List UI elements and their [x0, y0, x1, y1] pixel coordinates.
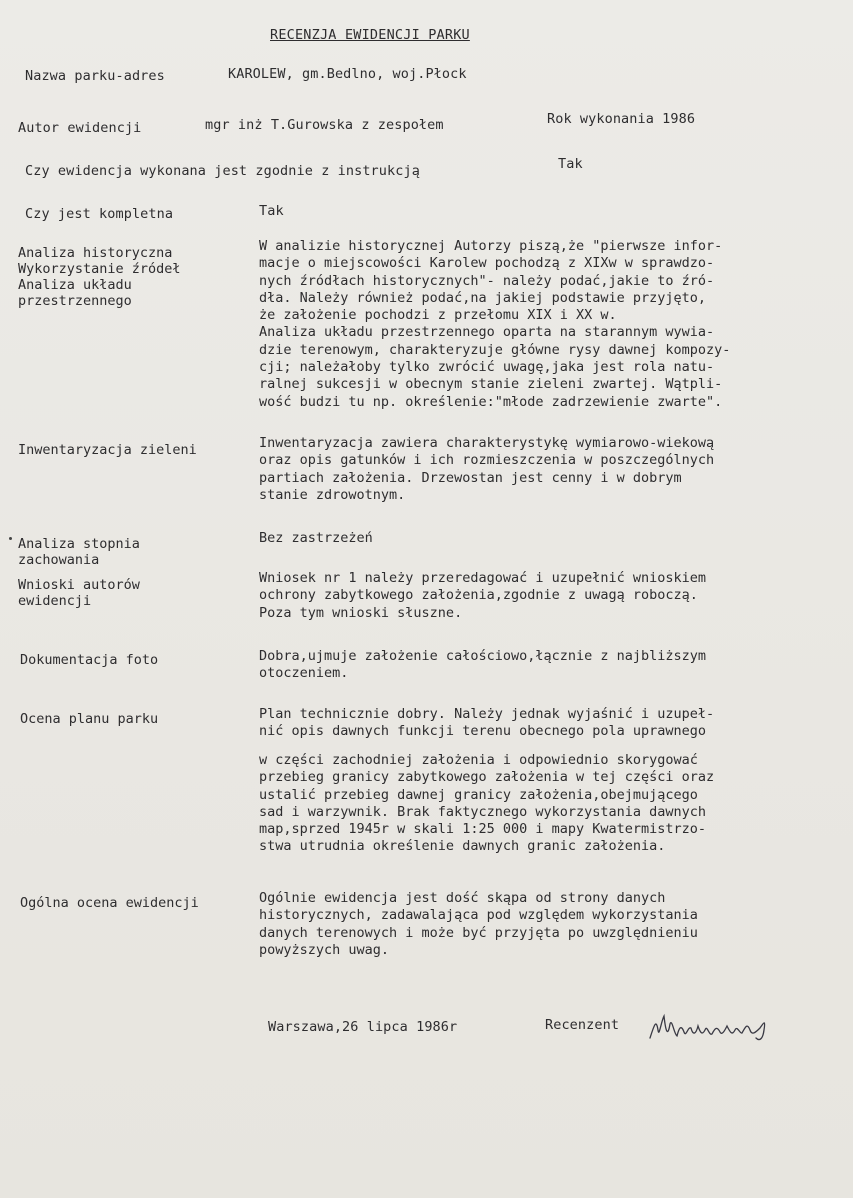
text-line: przebieg granicy zabytkowego założenia w tej części oraz	[259, 769, 715, 786]
text-line: Ogólnie ewidencja jest dość skąpa od strony danych	[259, 890, 666, 906]
green-inventory-label	[18, 442, 248, 458]
label-line: Analiza historyczna	[18, 245, 173, 261]
text-line: Poza tym wnioski słuszne.	[259, 604, 463, 621]
text-line: Analiza układu przestrzennego oparta na starannym wywia-	[259, 324, 715, 341]
preservation-analysis-label	[18, 536, 248, 568]
text-line: sad i warzywnik. Brak faktycznego wykorzystania dawnych	[259, 803, 707, 820]
completeness-value: Tak	[259, 203, 284, 219]
text-line: Wniosek nr 1 należy przeredagować i uzupełnić wnioskiem	[259, 570, 707, 586]
author-conclusions-text	[259, 570, 849, 622]
label-line: przestrzennego	[18, 293, 132, 309]
text-line: cji; należałoby tylko zwrócić uwagę,jaka jest rola natu-	[259, 359, 715, 376]
text-line: ustalić przebieg dawnej granicy założenia,obejmującego	[259, 786, 698, 803]
text-line: map,sprzed 1945r w skali 1:25 000 i mapy Kwatermistrzo-	[259, 821, 707, 838]
label-line: Analiza stopnia	[18, 536, 140, 552]
instruction-compliance-value: Tak	[558, 156, 583, 172]
overall-evaluation-label	[20, 895, 250, 911]
place-and-date: Warszawa,26 lipca 1986r	[268, 1019, 458, 1035]
park-plan-text-second	[259, 752, 849, 856]
year-label: Rok wykonania 1986	[547, 111, 696, 127]
text-line: stanie zdrowotnym.	[259, 486, 406, 503]
instruction-compliance-label: Czy ewidencja wykonana jest zgodnie z instrukcją	[25, 163, 420, 179]
park-name-value: KAROLEW, gm.Bedlno, woj.Płock	[228, 66, 467, 82]
text-line: W analizie historycznej Autorzy piszą,że "pierwsze infor-	[259, 238, 723, 254]
preservation-analysis-text	[259, 530, 849, 547]
author-label: Autor ewidencji	[18, 120, 142, 136]
handwritten-signature-icon	[646, 1008, 776, 1052]
text-line: otoczeniem.	[259, 665, 349, 682]
text-line: dła. Należy również podać,na jakiej podstawie przyjęto,	[259, 289, 707, 306]
label-line: Wykorzystanie źródeł	[18, 261, 181, 277]
text-line: ochrony zabytkowego założenia,zgodnie z uwagą roboczą.	[259, 587, 698, 604]
text-line: wość budzi tu np. określenie:"młode zadrzewienie zwarte".	[259, 393, 723, 410]
document-title: RECENZJA EWIDENCJI PARKU	[270, 27, 470, 43]
historical-analysis-label	[18, 245, 248, 309]
completeness-label: Czy jest kompletna	[25, 206, 174, 222]
text-line: powyższych uwag.	[259, 941, 390, 958]
green-inventory-text	[259, 435, 849, 504]
label-line: Inwentaryzacja zieleni	[18, 442, 197, 458]
text-line: Bez zastrzeżeń	[259, 530, 373, 546]
historical-analysis-text	[259, 238, 849, 411]
author-conclusions-label	[18, 577, 248, 609]
text-line: dzie terenowym, charakteryzuje główne rysy dawnej kompozy-	[259, 341, 731, 358]
text-line: danych terenowych i może być przyjęta po uwzględnieniu	[259, 924, 698, 941]
park-plan-text-first	[259, 706, 849, 741]
author-value: mgr inż T.Gurowska z zespołem	[205, 117, 444, 133]
text-line: że założenie pochodzi z przełomu XIX i XX w.	[259, 307, 617, 324]
label-line: Analiza układu	[18, 277, 132, 293]
label-line: Dokumentacja foto	[20, 652, 159, 668]
text-line: Dobra,ujmuje założenie całościowo,łącznie z najbliższym	[259, 648, 707, 664]
photo-documentation-text	[259, 648, 849, 683]
text-line: Inwentaryzacja zawiera charakterystykę wymiarowo-wiekową	[259, 435, 715, 451]
text-line: oraz opis gatunków i ich rozmieszczenia w poszczególnych	[259, 452, 715, 469]
text-line: macje o miejscowości Karolew pochodzą z XIXw w sprawdzo-	[259, 255, 715, 272]
text-line: nić opis dawnych funkcji terenu obecnego pola uprawnego	[259, 723, 707, 740]
park-plan-label	[20, 711, 250, 727]
text-line: partiach założenia. Drzewostan jest cenny i w dobrym	[259, 469, 682, 486]
label-line: Ocena planu parku	[20, 711, 159, 727]
text-line: ralnej sukcesji w obecnym stanie zieleni zwartej. Wątpli-	[259, 376, 723, 393]
margin-mark	[9, 537, 12, 540]
text-line: Plan technicznie dobry. Należy jednak wyjaśnić i uzupeł-	[259, 706, 715, 722]
overall-evaluation-text	[259, 890, 849, 959]
label-line: Wnioski autorów	[18, 577, 140, 593]
text-line: stwa utrudnia określenie dawnych granic założenia.	[259, 838, 666, 855]
text-line: historycznych, zadawalająca pod względem wykorzystania	[259, 907, 698, 924]
text-line: nych źródłach historycznych"- należy podać,jakie to źró-	[259, 272, 715, 289]
label-line: zachowania	[18, 552, 100, 568]
label-line: ewidencji	[18, 593, 92, 609]
label-line: Ogólna ocena ewidencji	[20, 895, 199, 911]
text-line: w części zachodniej założenia i odpowiednio skorygować	[259, 752, 698, 768]
park-name-label: Nazwa parku-adres	[25, 68, 165, 84]
photo-documentation-label	[20, 652, 250, 668]
reviewer-label: Recenzent	[545, 1017, 620, 1033]
